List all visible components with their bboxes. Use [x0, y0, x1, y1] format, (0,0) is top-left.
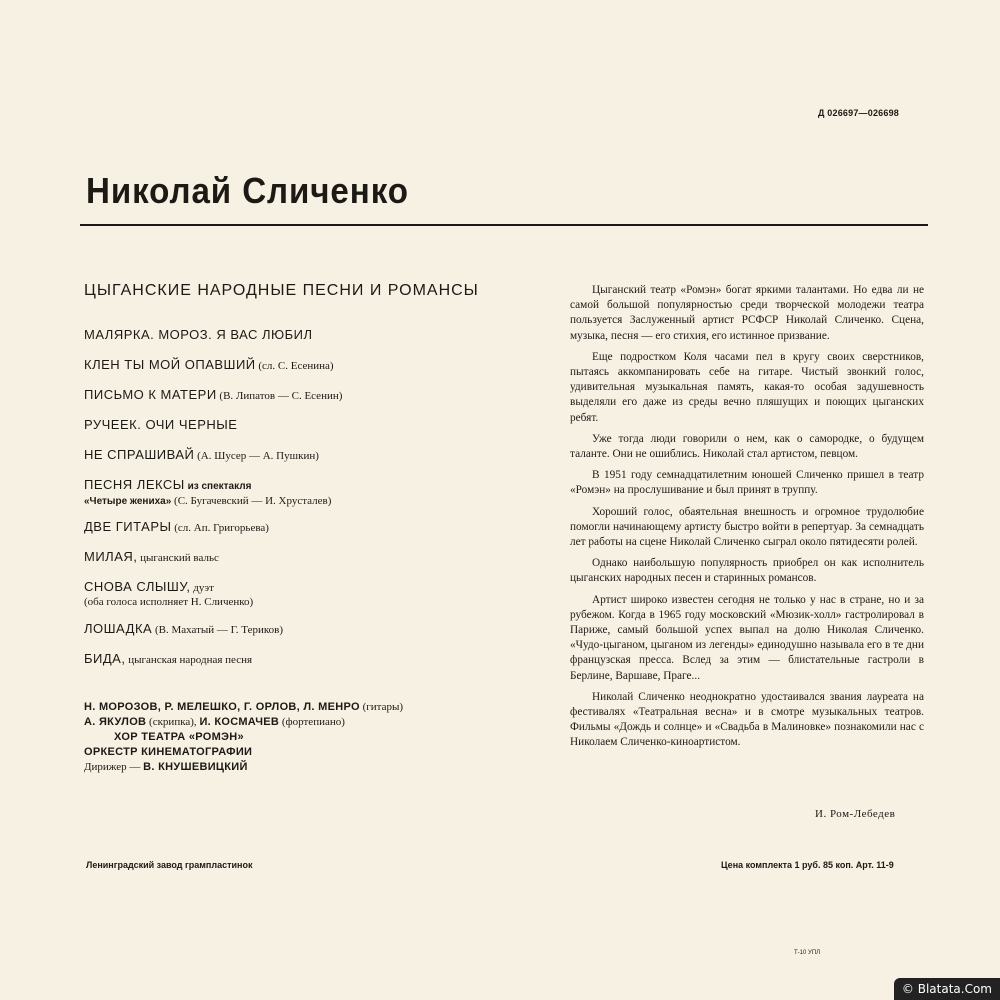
- conductor-name: В. КНУШЕВИЦКИЙ: [143, 761, 248, 773]
- print-code: Т-10 УПЛ: [794, 950, 821, 956]
- notes-paragraph: В 1951 году семнадцатилетним юношей Сличенко пришел в театр «Ромэн» на прослушивание и был принят в труппу.: [570, 469, 924, 497]
- catalog-number: Д 026697—026698: [818, 108, 899, 118]
- track-name: МИЛАЯ,: [84, 549, 138, 564]
- track-note: дуэт: [193, 582, 214, 594]
- artist-name: Николай Сличенко: [86, 170, 409, 211]
- track-credit: (С. Бугачевский — И. Хрусталев): [174, 495, 332, 507]
- album-title: ЦЫГАНСКИЕ НАРОДНЫЕ ПЕСНИ И РОМАНСЫ: [84, 282, 479, 299]
- track-name: ДВЕ ГИТАРЫ: [84, 519, 172, 534]
- track-item: [84, 418, 544, 448]
- track-name: МАЛЯРКА. МОРОЗ. Я ВАС ЛЮБИЛ: [84, 327, 313, 342]
- manufacturer: Ленинградский завод грампластинок: [86, 860, 253, 870]
- track-item: [84, 550, 544, 580]
- track-item: [84, 358, 544, 388]
- track-list-column: [84, 282, 544, 682]
- pianist-name: И. КОСМАЧЕВ: [199, 716, 280, 728]
- track-item: [84, 622, 544, 652]
- notes-paragraph: Уже тогда люди говорили о нем, как о самородке, о будущем таланте. Они не ошиблись. Николай стал артистом, певцом.: [570, 432, 924, 461]
- track-credit: цыганская народная песня: [128, 654, 253, 666]
- notes-author: И. Ром-Лебедев: [815, 808, 896, 820]
- track-item: [84, 388, 544, 418]
- notes-paragraph: Хороший голос, обаятельная внешность и огромное трудолюбие помогли начинающему артисту быстро войти в репертуар. За семнадцать лет работы на сцене Николай Сличенко сыграл около пятидесяти ролей.: [570, 505, 924, 549]
- track-play-title: «Четыре жениха»: [84, 496, 172, 507]
- guitarist-role: (гитары): [362, 701, 404, 713]
- track-item: [84, 328, 544, 358]
- track-name: ПЕСНЯ ЛЕКСЫ: [84, 477, 185, 492]
- violinist-name: А. ЯКУЛОВ: [84, 716, 147, 728]
- choir-name: ХОР ТЕАТРА «РОМЭН»: [114, 731, 244, 743]
- credit-line: [84, 700, 524, 715]
- conductor-label: Дирижер —: [84, 761, 141, 773]
- track-credit: (В. Липатов — С. Есенин): [219, 390, 343, 402]
- track-name: КЛЕН ТЫ МОЙ ОПАВШИЙ: [84, 357, 256, 372]
- track-name: РУЧЕЕК. ОЧИ ЧЕРНЫЕ: [84, 417, 238, 432]
- credit-line: [84, 715, 524, 730]
- credit-line: [84, 760, 524, 775]
- track-credit: цыганский вальс: [140, 552, 219, 564]
- orchestra-name: ОРКЕСТР КИНЕМАТОГРАФИИ: [84, 746, 253, 758]
- track-name: ПИСЬМО К МАТЕРИ: [84, 387, 217, 402]
- track-name: НЕ СПРАШИВАЙ: [84, 447, 195, 462]
- track-credit: (сл. Ап. Григорьева): [174, 522, 269, 534]
- track-credit: (сл. С. Есенина): [258, 360, 334, 372]
- watermark: © Blatata.Com: [894, 978, 1000, 1000]
- track-credit: (В. Махатый — Г. Териков): [154, 624, 283, 636]
- violinist-role: (скрипка),: [149, 716, 197, 728]
- title-divider: [80, 224, 928, 226]
- track-item: [84, 478, 544, 520]
- notes-paragraph: Однако наибольшую популярность приобрел он как исполнитель цыганских народных песен и старинных романсов.: [570, 557, 924, 585]
- track-credit: (оба голоса исполняет Н. Сличенко): [84, 596, 254, 608]
- track-name: ЛОШАДКА: [84, 621, 153, 636]
- track-source: из спектакля: [187, 481, 252, 492]
- liner-notes: [570, 283, 924, 757]
- credit-line: [84, 730, 524, 745]
- notes-paragraph: Цыганский театр «Ромэн» богат яркими талантами. Но едва ли не самой большой популярностью среди творческой молодежи театра пользуется Заслуженный артист РСФСР Николай Сличенко. Сцена, музыка, песня — его стихия, его истинное призвание.: [570, 284, 924, 342]
- pianist-role: (фортепиано): [281, 716, 345, 728]
- performer-credits: [84, 700, 524, 775]
- guitarist-names: Н. МОРОЗОВ, Р. МЕЛЕШКО, Г. ОРЛОВ, Л. МЕНРО: [84, 701, 360, 713]
- track-name: СНОВА СЛЫШУ,: [84, 579, 191, 594]
- track-name: БИДА,: [84, 651, 126, 666]
- notes-paragraph: Еще подростком Коля часами пел в кругу своих сверстников, пытаясь аккомпанировать себе на гитаре. Чистый звонкий голос, удивительная музыкальная память, какая-то особая задушевность выделяли его даже из среды вечно пляшущих и поющих цыганских ребят.: [570, 350, 924, 424]
- credit-line: [84, 745, 524, 760]
- track-item: [84, 652, 544, 682]
- track-item: [84, 448, 544, 478]
- track-item: [84, 520, 544, 550]
- track-credit: (А. Шусер — А. Пушкин): [197, 450, 319, 462]
- track-item: [84, 580, 544, 622]
- notes-paragraph: Артист широко известен сегодня не только у нас в стране, но и за рубежом. Когда в 1965 году московский «Мюзик-холл» гастролировал в Париже, самый большой успех выпал на долю Николая Сличенко. «Чудо-цыганом, цыганом из легенды» единодушно называла его в те дни французская пресса. Вслед за этим — блистательные гастроли в Берлине, Варшаве, Праге...: [570, 593, 924, 682]
- price-info: Цена комплекта 1 руб. 85 коп. Арт. 11-9: [721, 860, 894, 870]
- notes-paragraph: Николай Сличенко неоднократно удостаивался звания лауреата на фестивалях «Театральная весна» и в смотре музыкальных театров. Фильмы «Дождь и солнце» и «Свадьба в Малиновке» познакомили нас с Николаем Сличенко-киноартистом.: [570, 690, 924, 749]
